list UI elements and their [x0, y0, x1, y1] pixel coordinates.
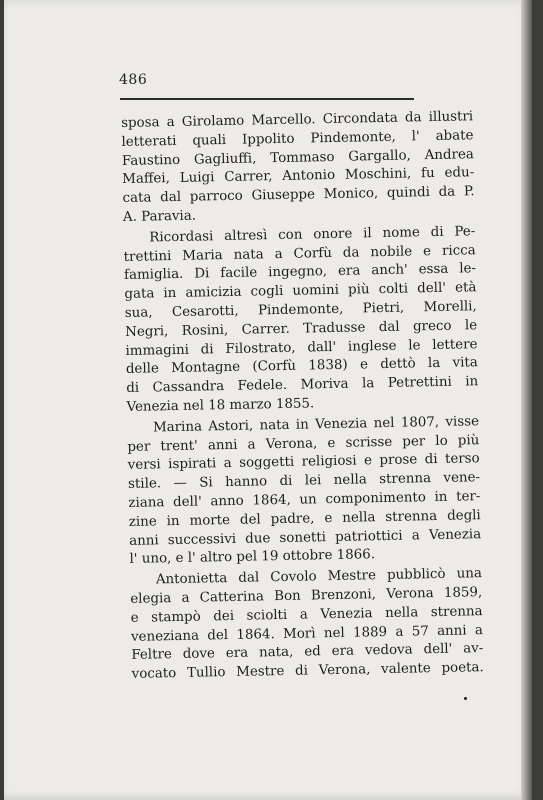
- text-line: immagini di Filostrato, dall' inglese le lettere: [125, 336, 478, 359]
- header-rule: [120, 98, 414, 100]
- text-line: Faustino Gagliuffi, Tommaso Gargallo, Andrea: [121, 146, 474, 169]
- text-line: sua, Cesarotti, Pindemonte, Pietri, Morelli,: [124, 299, 477, 321]
- page-edge-shadow: [521, 0, 532, 800]
- text-line: Negri, Rosini, Carrer. Tradusse dal greco le: [125, 317, 478, 340]
- text-line: e stampò dei sciolti a Venezia nella strenna: [130, 603, 483, 626]
- text-line: stile. — Si hanno di lei nella strenna vene-: [127, 470, 481, 493]
- text-line: cata dal parroco Giuseppe Monico, quindi da P.: [122, 184, 475, 207]
- text-line: Ricordasi altresì con onore il nome di Pe-: [149, 224, 476, 246]
- text-line: letterati quali Ippolito Pindemonte, l' abate: [121, 128, 474, 150]
- text-line: Venezia nel 18 marzo 1855.: [126, 396, 315, 415]
- text-line: ziana dell' anno 1864, un componimento in ter-: [128, 489, 481, 511]
- text-line: famiglia. Di facile ingegno, era anch' essa le-: [123, 261, 477, 284]
- paragraph-2: [123, 223, 479, 418]
- text-line: gata in amicizia cogli uomini più colti dell' età: [124, 280, 477, 303]
- text-line: per trent' anni a Verona, e scrisse per lo più: [127, 432, 480, 455]
- text-line: delle Montagne (Corfù 1838) e dettò la vita: [125, 355, 478, 378]
- text-line: Antonietta dal Covolo Mestre pubblicò una: [155, 566, 483, 588]
- text-line: Feltre dove era nata, ed era vedova dell' av-: [131, 641, 484, 664]
- text-line: anni successivi due sonetti patriottici a Venezia: [129, 526, 482, 549]
- text-line: A. Paravia.: [122, 208, 197, 225]
- text-line: trettini Maria nata a Corfù da nobile e ricca: [123, 242, 476, 265]
- text-line: elegia a Catterina Bon Brenzoni, Verona 1859,: [130, 585, 483, 607]
- paragraph-1: [121, 108, 475, 228]
- body-text: [121, 108, 484, 685]
- paragraph-3: [127, 413, 482, 570]
- text-line: versi ispirati a soggetti religiosi e prose di terso: [127, 451, 480, 474]
- page-number: 486: [119, 72, 148, 88]
- text-line: zine in morte del padre, e nella strenna degli: [128, 507, 481, 530]
- text-line: Maffei, Luigi Carrer, Antonio Moschini, fu edu-: [122, 165, 475, 188]
- text-line: veneziana del 1864. Morì nel 1889 a 57 anni a: [130, 622, 484, 645]
- ink-speck: [464, 697, 467, 700]
- text-line: l' uno, e l' altro pel 19 ottobre 1866.: [129, 547, 376, 568]
- text-line: Marina Astori, nata in Venezia nel 1807, visse: [152, 413, 480, 436]
- text-line: di Cassandra Fedele. Moriva la Petrettini in: [126, 374, 479, 397]
- paragraph-4: [130, 565, 484, 685]
- text-line: sposa a Girolamo Marcello. Circondata da illustri: [121, 109, 474, 131]
- text-line: vocato Tullio Mestre di Verona, valente poeta.: [131, 660, 484, 683]
